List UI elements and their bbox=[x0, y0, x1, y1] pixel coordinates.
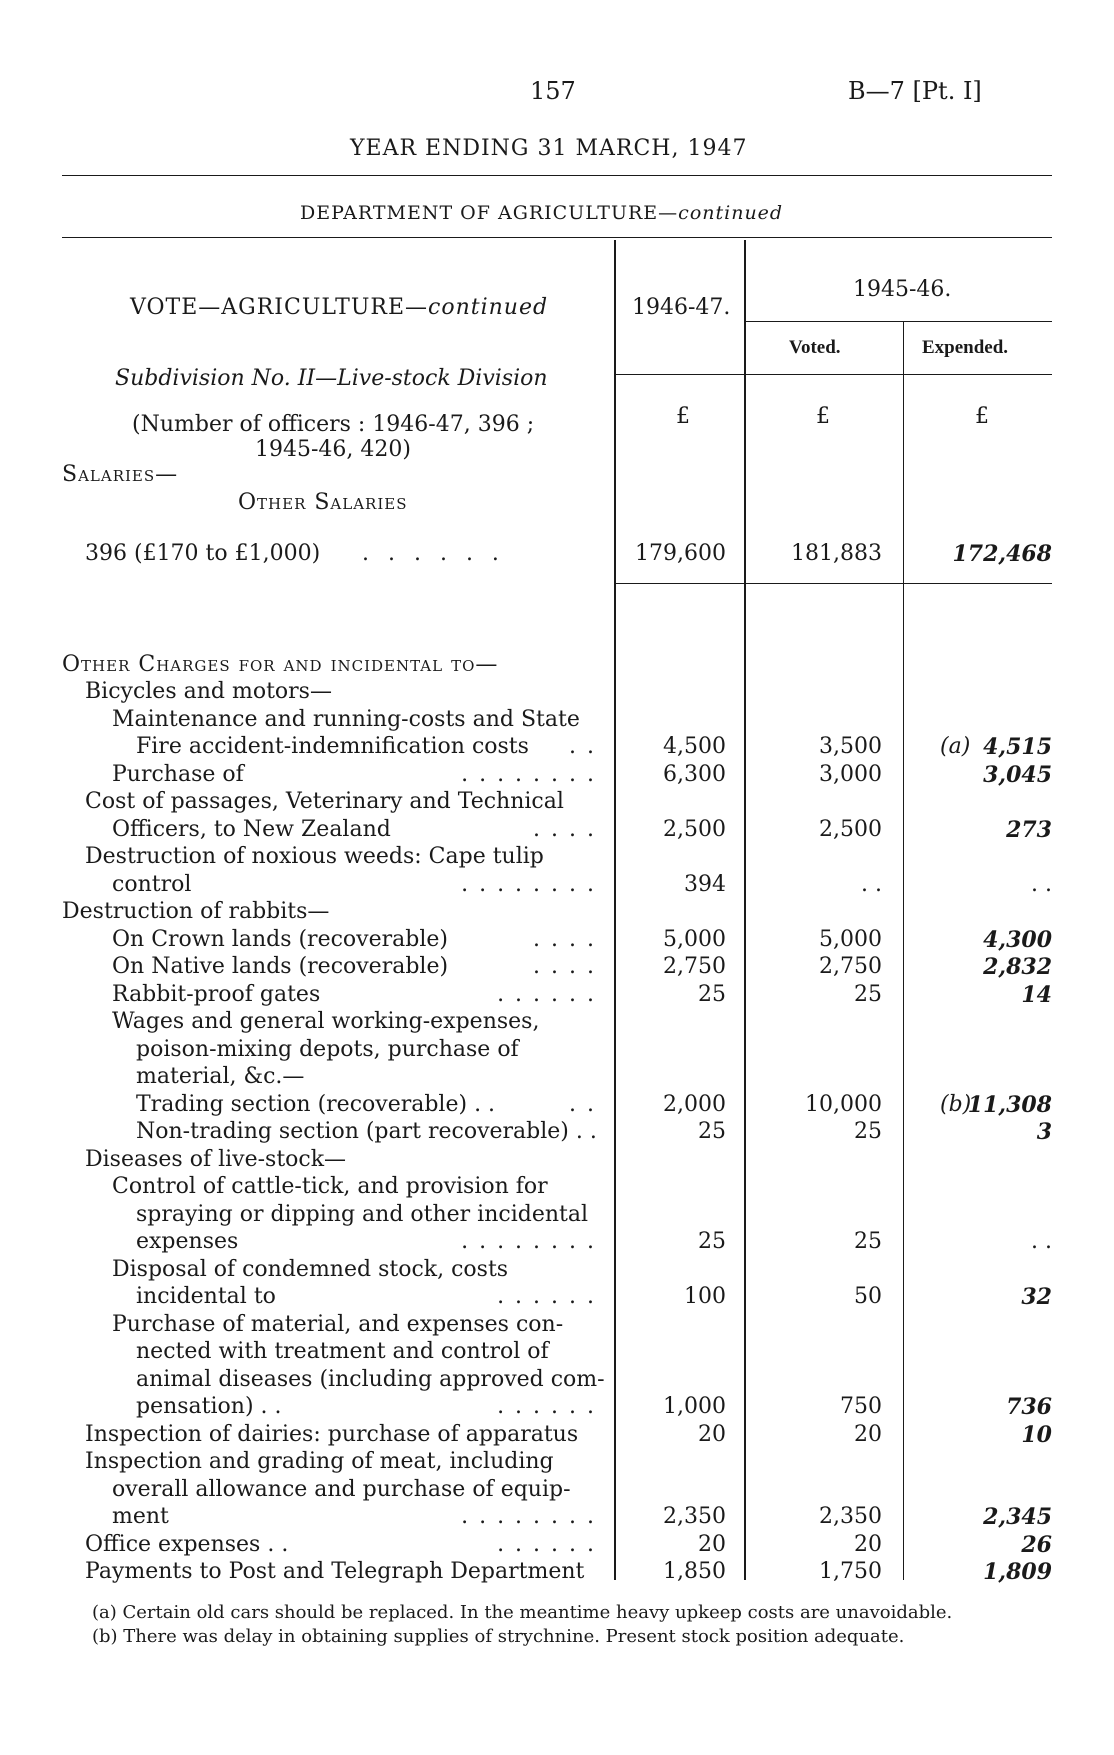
salary-total-rule bbox=[614, 583, 1052, 584]
value-1946-47: 25 bbox=[698, 982, 726, 1007]
value-voted-1945-46: 10,000 bbox=[805, 1092, 882, 1117]
value-voted-1945-46: 2,350 bbox=[819, 1504, 882, 1529]
value-1946-47: 1,850 bbox=[663, 1559, 726, 1584]
value-expended-1945-46: 2,832 bbox=[983, 954, 1052, 980]
document-reference: B—7 [Pt. I] bbox=[848, 77, 982, 105]
value-1946-47: 2,750 bbox=[663, 954, 726, 979]
row-label: Office expenses . . bbox=[85, 1532, 289, 1557]
row-leader-dots: . . . . . . . . bbox=[461, 1229, 596, 1254]
value-expended-1945-46: 273 bbox=[1006, 817, 1052, 843]
row-label: animal diseases (including approved com- bbox=[136, 1367, 605, 1392]
row-leader-dots: . . . . bbox=[533, 817, 596, 842]
row-label: Non-trading section (part recoverable) . . bbox=[136, 1119, 597, 1144]
value-voted-1945-46: 25 bbox=[854, 982, 882, 1007]
row-label: Officers, to New Zealand bbox=[112, 817, 391, 842]
top-rule bbox=[62, 175, 1052, 176]
value-1946-47: 20 bbox=[698, 1532, 726, 1557]
salaries-heading: Salaries— bbox=[62, 462, 179, 487]
value-expended-1945-46: 2,345 bbox=[983, 1504, 1052, 1530]
department-heading bbox=[300, 200, 783, 226]
value-1946-47: 2,500 bbox=[663, 817, 726, 842]
row-leader-dots: . . . . . . . . bbox=[461, 1504, 596, 1529]
row-leader-dots: . . . . . . bbox=[497, 1394, 596, 1419]
value-1946-47: 2,350 bbox=[663, 1504, 726, 1529]
row-label: nected with treatment and control of bbox=[136, 1339, 549, 1364]
department-name: DEPARTMENT OF AGRICULTURE— bbox=[300, 202, 679, 224]
col-header-voted: Voted. bbox=[789, 337, 841, 358]
row-label: incidental to bbox=[136, 1284, 276, 1309]
value-1946-47: 100 bbox=[684, 1284, 726, 1309]
value-1946-47: 20 bbox=[698, 1422, 726, 1447]
value-voted-1945-46: 25 bbox=[854, 1119, 882, 1144]
value-expended-1945-46: . . bbox=[1031, 872, 1052, 897]
subheader-rule bbox=[746, 321, 1052, 322]
row-label: Control of cattle-tick, and provision for bbox=[112, 1174, 548, 1199]
row-leader-dots: . . . . . . bbox=[497, 982, 596, 1007]
header-rule bbox=[62, 237, 1052, 238]
row-leader-dots: . . . . . . . . bbox=[461, 872, 596, 897]
row-leader-dots: . . . . . . . . bbox=[461, 762, 596, 787]
value-voted-1945-46: 20 bbox=[854, 1422, 882, 1447]
value-expended-1945-46: 3 bbox=[1036, 1119, 1052, 1145]
column-header-rule bbox=[616, 374, 1052, 375]
row-label: ment bbox=[112, 1504, 169, 1529]
row-label: Maintenance and running-costs and State bbox=[112, 707, 580, 732]
subdivision-title: Subdivision No. II—Live-stock Division bbox=[115, 366, 548, 391]
value-voted-1945-46: 750 bbox=[840, 1394, 882, 1419]
row-label: On Crown lands (recoverable) bbox=[112, 927, 448, 952]
row-label: control bbox=[112, 872, 192, 897]
row-label: Diseases of live-stock— bbox=[85, 1147, 347, 1172]
row-leader-dots: . . bbox=[569, 1092, 596, 1117]
value-voted-1945-46: 3,000 bbox=[819, 762, 882, 787]
value-expended-1945-46: 10 bbox=[1021, 1422, 1052, 1448]
col-header-expended: Expended. bbox=[922, 337, 1009, 358]
value-expended-1945-46: 4,300 bbox=[983, 927, 1052, 953]
pound-sign-3: £ bbox=[975, 404, 989, 429]
footnote-b: (b) There was delay in obtaining supplies of strychnine. Present stock position adequate. bbox=[92, 1626, 905, 1647]
row-label: Fire accident-indemnification costs bbox=[136, 734, 529, 759]
footnote-marker: (a) bbox=[940, 734, 971, 759]
value-1946-47: 25 bbox=[698, 1229, 726, 1254]
row-label: Purchase of material, and expenses con- bbox=[112, 1312, 564, 1337]
value-1946-47: 5,000 bbox=[663, 927, 726, 952]
value-voted-1945-46: 5,000 bbox=[819, 927, 882, 952]
row-leader-dots: . . . . bbox=[533, 954, 596, 979]
other-charges-heading: Other Charges for and incidental to— bbox=[62, 652, 499, 677]
value-voted-1945-46: 25 bbox=[854, 1229, 882, 1254]
value-voted-1945-46: 3,500 bbox=[819, 734, 882, 759]
value-1946-47: 1,000 bbox=[663, 1394, 726, 1419]
value-1946-47: 25 bbox=[698, 1119, 726, 1144]
value-expended-1945-46: 736 bbox=[1006, 1394, 1052, 1420]
value-expended-1945-46: 11,308 bbox=[967, 1092, 1052, 1118]
row-leader-dots: . . bbox=[569, 734, 596, 759]
row-leader-dots: . . . . . . bbox=[497, 1532, 596, 1557]
officers-count-line-1: (Number of officers : 1946-47, 396 ; bbox=[132, 412, 535, 437]
row-label: Cost of passages, Veterinary and Technical bbox=[85, 789, 564, 814]
row-label: Rabbit-proof gates bbox=[112, 982, 321, 1007]
row-label: Purchase of bbox=[112, 762, 244, 787]
salary-expended-1945-46: 172,468 bbox=[952, 541, 1052, 567]
value-1946-47: 6,300 bbox=[663, 762, 726, 787]
value-expended-1945-46: 32 bbox=[1021, 1284, 1052, 1310]
row-label: spraying or dipping and other incidental bbox=[136, 1202, 589, 1227]
row-label: material, &c.— bbox=[136, 1064, 305, 1089]
vote-title-text: VOTE—AGRICULTURE— bbox=[130, 295, 429, 320]
row-label: overall allowance and purchase of equip- bbox=[112, 1477, 571, 1502]
value-expended-1945-46: 4,515 bbox=[983, 734, 1052, 760]
col-header-1946: 1946-47. bbox=[632, 295, 731, 320]
row-label: Bicycles and motors— bbox=[85, 679, 332, 704]
row-label: Destruction of rabbits— bbox=[62, 899, 330, 924]
value-1946-47: 2,000 bbox=[663, 1092, 726, 1117]
value-expended-1945-46: 14 bbox=[1021, 982, 1052, 1008]
footnote-marker: (b) bbox=[940, 1092, 972, 1117]
value-expended-1945-46: . . bbox=[1031, 1229, 1052, 1254]
department-continued: continued bbox=[678, 202, 784, 224]
value-1946-47: 394 bbox=[684, 872, 726, 897]
column-rule-1 bbox=[614, 240, 616, 1580]
salary-line-label: 396 (£170 to £1,000) bbox=[85, 541, 321, 566]
value-expended-1945-46: 1,809 bbox=[983, 1559, 1052, 1585]
row-label: Destruction of noxious weeds: Cape tulip bbox=[85, 844, 544, 869]
year-heading: YEAR ENDING 31 MARCH, 1947 bbox=[350, 136, 748, 161]
value-voted-1945-46: 2,750 bbox=[819, 954, 882, 979]
value-voted-1945-46: 20 bbox=[854, 1532, 882, 1557]
row-label: Inspection and grading of meat, including bbox=[85, 1449, 554, 1474]
value-expended-1945-46: 3,045 bbox=[983, 762, 1052, 788]
vote-title bbox=[130, 295, 548, 321]
row-leader-dots: . . . . bbox=[533, 927, 596, 952]
row-label: expenses bbox=[136, 1229, 239, 1254]
value-expended-1945-46: 26 bbox=[1021, 1532, 1052, 1558]
row-label: Payments to Post and Telegraph Department bbox=[85, 1559, 585, 1584]
salary-voted-1945-46: 181,883 bbox=[791, 541, 882, 566]
value-voted-1945-46: 50 bbox=[854, 1284, 882, 1309]
row-label: poison-mixing depots, purchase of bbox=[136, 1037, 519, 1062]
salary-line-dots: . . . . . . bbox=[362, 541, 505, 566]
col-header-1945: 1945-46. bbox=[853, 277, 952, 302]
pound-sign-1: £ bbox=[676, 404, 690, 429]
value-voted-1945-46: 2,500 bbox=[819, 817, 882, 842]
value-1946-47: 4,500 bbox=[663, 734, 726, 759]
vote-title-continued: continued bbox=[428, 295, 549, 320]
row-label: Trading section (recoverable) . . bbox=[136, 1092, 496, 1117]
other-salaries-heading: Other Salaries bbox=[238, 490, 408, 515]
row-label: Wages and general working-expenses, bbox=[112, 1009, 540, 1034]
value-voted-1945-46: 1,750 bbox=[819, 1559, 882, 1584]
salary-1946-47: 179,600 bbox=[635, 541, 726, 566]
value-voted-1945-46: . . bbox=[861, 872, 882, 897]
officers-count-line-2: 1945-46, 420) bbox=[255, 437, 411, 462]
row-leader-dots: . . . . . . bbox=[497, 1284, 596, 1309]
page-number: 157 bbox=[530, 77, 576, 105]
row-label: pensation) . . bbox=[136, 1394, 282, 1419]
column-rule-2 bbox=[744, 240, 746, 1580]
pound-sign-2: £ bbox=[816, 404, 830, 429]
row-label: Disposal of condemned stock, costs bbox=[112, 1257, 509, 1282]
row-label: On Native lands (recoverable) bbox=[112, 954, 449, 979]
row-label: Inspection of dairies: purchase of apparatus bbox=[85, 1422, 579, 1447]
footnote-a: (a) Certain old cars should be replaced. In the meantime heavy upkeep costs are unavoidable. bbox=[92, 1602, 953, 1623]
